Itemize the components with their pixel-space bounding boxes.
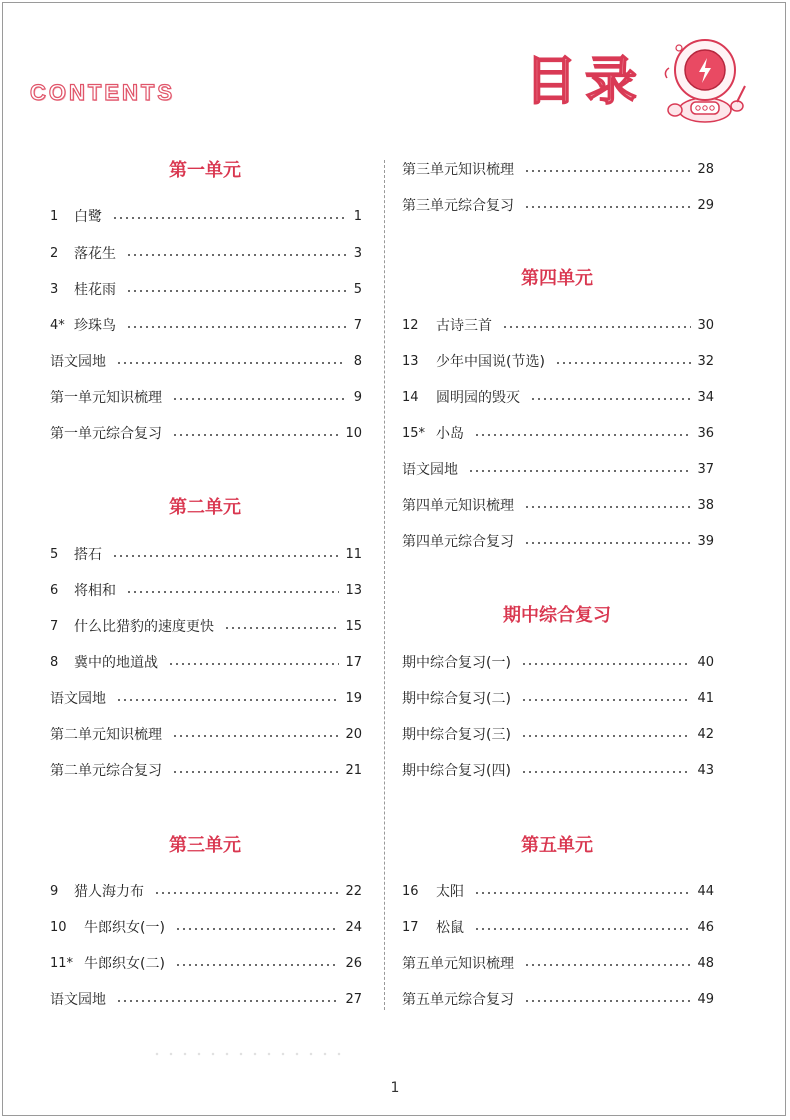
- entry-page: 11: [345, 546, 362, 562]
- entry-page: 41: [697, 690, 714, 706]
- toc-entry[interactable]: [402, 651, 714, 673]
- entry-number: 11*: [50, 955, 74, 971]
- toc-entry[interactable]: [402, 350, 714, 372]
- entry-page: 49: [697, 991, 714, 1007]
- leader-dots: [172, 771, 339, 773]
- toc-entry[interactable]: [50, 314, 362, 336]
- leader-dots: [521, 699, 692, 701]
- toc-entry[interactable]: [50, 723, 362, 745]
- leader-dots: [524, 542, 691, 544]
- entry-page: 24: [345, 919, 362, 935]
- toc-section: [402, 266, 714, 292]
- entry-number: 13: [402, 353, 419, 369]
- toc-right-column: [402, 0, 714, 1120]
- toc-entry[interactable]: [402, 880, 714, 902]
- entry-label: 第二单元综合复习: [50, 763, 162, 779]
- leader-dots: [530, 398, 691, 400]
- leader-dots: [116, 699, 339, 701]
- toc-entry[interactable]: [50, 386, 362, 408]
- entry-page: 22: [345, 883, 362, 899]
- entry-label: 语文园地: [50, 354, 106, 370]
- toc-entry[interactable]: [402, 916, 714, 938]
- entry-number: 6: [50, 582, 59, 598]
- entry-label: 猎人海力布: [74, 884, 144, 900]
- toc-entry[interactable]: [50, 651, 362, 673]
- leader-dots: [521, 663, 692, 665]
- entry-label: 圆明园的毁灭: [436, 390, 520, 406]
- entry-number: 12: [402, 317, 419, 333]
- entry-label: 少年中国说(节选): [436, 354, 545, 370]
- toc-entry[interactable]: [402, 194, 714, 216]
- entry-label: 松鼠: [436, 920, 464, 936]
- leader-dots: [524, 506, 691, 508]
- entry-page: 42: [697, 726, 714, 742]
- entry-label: 期中综合复习(三): [402, 727, 511, 743]
- entry-label: 第三单元知识梳理: [402, 162, 514, 178]
- toc-entry[interactable]: [402, 530, 714, 552]
- entry-page: 28: [697, 161, 714, 177]
- entry-label: 期中综合复习(二): [402, 691, 511, 707]
- toc-entry[interactable]: [402, 422, 714, 444]
- entry-number: 16: [402, 883, 419, 899]
- leader-dots: [126, 326, 346, 328]
- leader-dots: [524, 964, 691, 966]
- entry-label: 牛郎织女(二): [84, 956, 165, 972]
- entry-number: 3: [50, 281, 59, 297]
- entry-page: 7: [353, 317, 362, 333]
- entry-page: 17: [345, 654, 362, 670]
- toc-entry[interactable]: [402, 759, 714, 781]
- entry-page: 15: [345, 618, 362, 634]
- leader-dots: [172, 398, 346, 400]
- leader-dots: [524, 170, 691, 172]
- leader-dots: [172, 735, 339, 737]
- entry-number: 4*: [50, 317, 65, 333]
- toc-entry[interactable]: [50, 880, 362, 902]
- entry-label: 期中综合复习(四): [402, 763, 511, 779]
- entry-label: 搭石: [74, 547, 102, 563]
- toc-entry[interactable]: [50, 952, 362, 974]
- entry-number: 10: [50, 919, 67, 935]
- toc-entry[interactable]: [402, 494, 714, 516]
- entry-page: 9: [353, 389, 362, 405]
- entry-page: 20: [345, 726, 362, 742]
- toc-entry[interactable]: [402, 723, 714, 745]
- entry-number: 9: [50, 883, 59, 899]
- entry-label: 牛郎织女(一): [84, 920, 165, 936]
- toc-entry[interactable]: [50, 615, 362, 637]
- entry-page: 44: [697, 883, 714, 899]
- entry-page: 10: [345, 425, 362, 441]
- entry-label: 将相和: [74, 583, 116, 599]
- entry-page: 38: [697, 497, 714, 513]
- entry-page: 40: [697, 654, 714, 670]
- leader-dots: [175, 964, 340, 966]
- toc-entry[interactable]: [50, 350, 362, 372]
- entry-page: 5: [353, 281, 362, 297]
- leader-dots: [175, 928, 340, 930]
- section-title: 第四单元: [521, 268, 593, 289]
- entry-label: 桂花雨: [74, 282, 116, 298]
- leader-dots: [474, 928, 691, 930]
- leader-dots: [502, 326, 691, 328]
- entry-page: 19: [345, 690, 362, 706]
- entry-label: 第三单元综合复习: [402, 198, 514, 214]
- leader-dots: [112, 555, 339, 557]
- entry-label: 太阳: [436, 884, 464, 900]
- entry-number: 2: [50, 245, 59, 261]
- page-number: 1: [390, 1080, 400, 1096]
- entry-label: 小岛: [436, 426, 464, 442]
- entry-page: 37: [697, 461, 714, 477]
- section-title: 期中综合复习: [503, 605, 611, 626]
- toc-section: [50, 495, 362, 521]
- toc-entry[interactable]: [402, 458, 714, 480]
- entry-label: 第四单元知识梳理: [402, 498, 514, 514]
- leader-dots: [474, 434, 691, 436]
- entry-page: 8: [353, 353, 362, 369]
- leader-dots: [224, 627, 339, 629]
- toc-entry[interactable]: [50, 988, 362, 1010]
- entry-label: 第五单元综合复习: [402, 992, 514, 1008]
- leader-dots: [116, 1000, 339, 1002]
- leader-dots: [168, 663, 339, 665]
- toc-entry[interactable]: [50, 205, 362, 227]
- section-title: 第二单元: [169, 497, 241, 518]
- entry-page: 1: [353, 208, 362, 224]
- toc-entry[interactable]: [402, 952, 714, 974]
- entry-label: 珍珠鸟: [74, 318, 116, 334]
- toc-entry[interactable]: [50, 242, 362, 264]
- entry-page: 13: [345, 582, 362, 598]
- toc-entry[interactable]: [50, 916, 362, 938]
- toc-section: [402, 833, 714, 859]
- entry-label: 第四单元综合复习: [402, 534, 514, 550]
- leader-dots: [172, 434, 339, 436]
- entry-page: 39: [697, 533, 714, 549]
- entry-page: 21: [345, 762, 362, 778]
- leader-dots: [112, 217, 346, 219]
- entry-label: 白鹭: [74, 209, 102, 225]
- entry-page: 29: [697, 197, 714, 213]
- entry-number: 15*: [402, 425, 426, 441]
- toc-left-column: [50, 0, 362, 1120]
- entry-label: 冀中的地道战: [74, 655, 158, 671]
- entry-number: 5: [50, 546, 59, 562]
- leader-dots: [126, 591, 339, 593]
- toc-entry[interactable]: [50, 687, 362, 709]
- leader-dots: [154, 892, 339, 894]
- entry-page: 43: [697, 762, 714, 778]
- toc-entry[interactable]: [402, 386, 714, 408]
- entry-label: 第五单元知识梳理: [402, 956, 514, 972]
- leader-dots: [126, 254, 346, 256]
- entry-label: 第二单元知识梳理: [50, 727, 162, 743]
- entry-label: 古诗三首: [436, 318, 492, 334]
- entry-page: 46: [697, 919, 714, 935]
- leader-dots: [474, 892, 691, 894]
- entry-label: 语文园地: [402, 462, 458, 478]
- toc-entry[interactable]: [50, 422, 362, 444]
- column-divider: [384, 160, 385, 1010]
- entry-page: 26: [345, 955, 362, 971]
- toc-entry[interactable]: [402, 687, 714, 709]
- page-title: 目录: [525, 52, 646, 112]
- entry-page: 32: [697, 353, 714, 369]
- toc-entry[interactable]: [402, 988, 714, 1010]
- toc-section: [50, 158, 362, 184]
- toc-entry[interactable]: [50, 579, 362, 601]
- toc-section: [50, 833, 362, 859]
- entry-label: 第一单元综合复习: [50, 426, 162, 442]
- leader-dots: [468, 470, 691, 472]
- leader-dots: [126, 290, 346, 292]
- faint-print-marks: [150, 1050, 350, 1058]
- leader-dots: [524, 206, 691, 208]
- entry-page: 27: [345, 991, 362, 1007]
- entry-label: 第一单元知识梳理: [50, 390, 162, 406]
- entry-label: 期中综合复习(一): [402, 655, 511, 671]
- section-title: 第三单元: [169, 835, 241, 856]
- entry-page: 30: [697, 317, 714, 333]
- entry-number: 17: [402, 919, 419, 935]
- leader-dots: [521, 771, 692, 773]
- entry-page: 36: [697, 425, 714, 441]
- entry-label: 落花生: [74, 246, 116, 262]
- leader-dots: [524, 1000, 691, 1002]
- contents-label: CONTENTS: [30, 80, 175, 105]
- section-title: 第五单元: [521, 835, 593, 856]
- toc-section: [402, 603, 714, 629]
- entry-number: 14: [402, 389, 419, 405]
- leader-dots: [555, 362, 692, 364]
- toc-entry[interactable]: [402, 158, 714, 180]
- entry-number: 1: [50, 208, 59, 224]
- toc-entry[interactable]: [50, 759, 362, 781]
- entry-number: 7: [50, 618, 59, 634]
- toc-entry[interactable]: [402, 314, 714, 336]
- entry-number: 8: [50, 654, 59, 670]
- entry-label: 什么比猎豹的速度更快: [74, 619, 214, 635]
- entry-label: 语文园地: [50, 691, 106, 707]
- section-title: 第一单元: [169, 160, 241, 181]
- leader-dots: [116, 362, 346, 364]
- leader-dots: [521, 735, 692, 737]
- entry-page: 3: [353, 245, 362, 261]
- entry-page: 48: [697, 955, 714, 971]
- toc-entry[interactable]: [50, 543, 362, 565]
- entry-label: 语文园地: [50, 992, 106, 1008]
- entry-page: 34: [697, 389, 714, 405]
- toc-entry[interactable]: [50, 278, 362, 300]
